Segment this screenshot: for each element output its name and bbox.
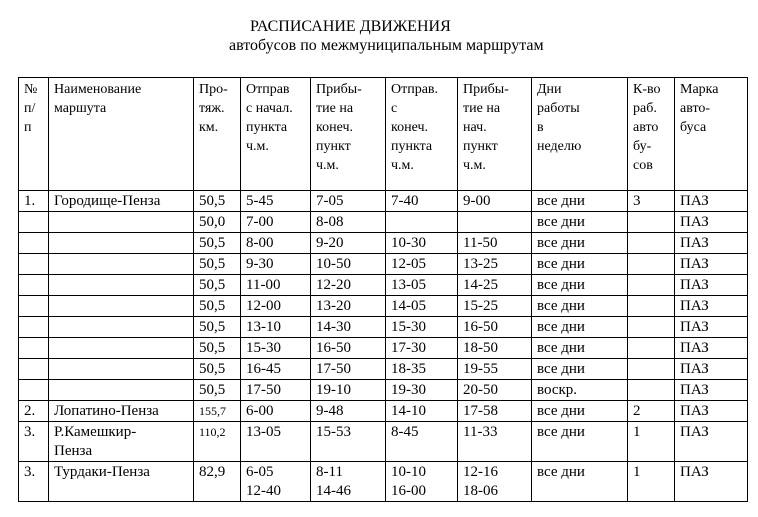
row-number-cell: [19, 359, 49, 380]
bus-brand-cell: ПАЗ: [675, 317, 748, 338]
route-name-cell: [49, 296, 194, 317]
row-number-cell: 3.: [19, 462, 49, 502]
departure-end-cell: 13-05: [386, 275, 458, 296]
table-header-row: [19, 78, 748, 191]
route-length-cell: 50,5: [194, 296, 241, 317]
column-header-line: ч.м.: [246, 139, 269, 154]
row-number-cell: [19, 317, 49, 338]
column-header-line: в: [537, 120, 544, 135]
route-length-cell: 50,5: [194, 359, 241, 380]
route-name-cell: [49, 254, 194, 275]
bus-brand-cell: ПАЗ: [675, 233, 748, 254]
column-header: [241, 78, 311, 191]
route-name-cell: Лопатино-Пенза: [49, 401, 194, 422]
operating-days-cell: все дни: [532, 275, 628, 296]
column-header-line: Наименование: [54, 82, 142, 97]
departure-end-cell: 7-40: [386, 191, 458, 212]
column-header: [532, 78, 628, 191]
operating-days-cell: все дни: [532, 359, 628, 380]
row-number-cell: 3.: [19, 422, 49, 462]
column-header-line: ч.м.: [391, 158, 414, 173]
arrival-start-cell: 15-25: [458, 296, 532, 317]
operating-days-cell: все дни: [532, 462, 628, 502]
column-header-line: бу-: [633, 139, 652, 154]
arrival-start-cell: 11-33: [458, 422, 532, 462]
arrival-start-cell: 17-58: [458, 401, 532, 422]
column-header-line: раб.: [633, 101, 657, 116]
table-row: [19, 338, 748, 359]
bus-count-cell: [628, 317, 675, 338]
route-length-cell: 50,5: [194, 338, 241, 359]
arrival-end-cell: 17-50: [311, 359, 386, 380]
bus-brand-cell: ПАЗ: [675, 191, 748, 212]
arrival-start-cell: 20-50: [458, 380, 532, 401]
departure-end-cell: 14-10: [386, 401, 458, 422]
column-header-line: тие на: [316, 101, 354, 116]
column-header-line: ч.м.: [463, 158, 486, 173]
column-header-line: К-во: [633, 82, 661, 97]
arrival-start-cell: [458, 212, 532, 233]
column-header-line: ч.м.: [316, 158, 339, 173]
column-header: [675, 78, 748, 191]
arrival-end-cell: 9-20: [311, 233, 386, 254]
column-header-line: тяж.: [199, 101, 225, 116]
column-header-line: Про-: [199, 82, 228, 97]
schedule-table: [18, 77, 748, 502]
bus-brand-cell: ПАЗ: [675, 422, 748, 462]
route-length-cell: 50,5: [194, 191, 241, 212]
departure-start-cell: 17-50: [241, 380, 311, 401]
departure-start-cell: 16-45: [241, 359, 311, 380]
table-row: [19, 380, 748, 401]
departure-start-cell: 13-05: [241, 422, 311, 462]
column-header: [458, 78, 532, 191]
operating-days-cell: все дни: [532, 191, 628, 212]
departure-end-cell: 12-05: [386, 254, 458, 275]
bus-count-cell: [628, 254, 675, 275]
column-header-line: конеч.: [316, 120, 353, 135]
route-name-cell: [49, 317, 194, 338]
arrival-end-cell: 8-11 14-46: [311, 462, 386, 502]
departure-end-cell: 19-30: [386, 380, 458, 401]
departure-end-cell: [386, 212, 458, 233]
bus-count-cell: 1: [628, 462, 675, 502]
bus-brand-cell: ПАЗ: [675, 275, 748, 296]
route-name-cell: Р.Камешкир- Пенза: [49, 422, 194, 462]
arrival-end-cell: 16-50: [311, 338, 386, 359]
column-header-line: Дни: [537, 82, 562, 97]
arrival-end-cell: 8-08: [311, 212, 386, 233]
route-name-cell: Турдаки-Пенза: [49, 462, 194, 502]
row-number-cell: [19, 212, 49, 233]
route-name-cell: [49, 233, 194, 254]
route-length-cell: 50,5: [194, 275, 241, 296]
bus-count-cell: [628, 212, 675, 233]
row-number-cell: [19, 275, 49, 296]
departure-start-cell: 5-45: [241, 191, 311, 212]
departure-start-cell: 9-30: [241, 254, 311, 275]
route-name-cell: [49, 275, 194, 296]
bus-brand-cell: ПАЗ: [675, 212, 748, 233]
table-row: [19, 191, 748, 212]
schedule-title: РАСПИСАНИЕ ДВИЖЕНИЯ: [250, 18, 451, 35]
departure-start-cell: 8-00: [241, 233, 311, 254]
route-length-cell: 155,7: [194, 401, 241, 422]
column-header-line: п/: [24, 101, 36, 116]
column-header: [194, 78, 241, 191]
route-name-cell: [49, 380, 194, 401]
bus-brand-cell: ПАЗ: [675, 338, 748, 359]
column-header-line: маршута: [54, 101, 107, 116]
table-row: [19, 275, 748, 296]
operating-days-cell: все дни: [532, 401, 628, 422]
table-row: [19, 296, 748, 317]
bus-brand-cell: ПАЗ: [675, 359, 748, 380]
row-number-cell: [19, 233, 49, 254]
column-header: [628, 78, 675, 191]
route-length-cell: 50,0: [194, 212, 241, 233]
table-row: [19, 401, 748, 422]
operating-days-cell: все дни: [532, 233, 628, 254]
route-name-cell: Городище-Пенза: [49, 191, 194, 212]
arrival-start-cell: 19-55: [458, 359, 532, 380]
column-header-line: буса: [680, 120, 707, 135]
bus-brand-cell: ПАЗ: [675, 254, 748, 275]
column-header-line: конеч.: [391, 120, 428, 135]
arrival-start-cell: 9-00: [458, 191, 532, 212]
departure-end-cell: 17-30: [386, 338, 458, 359]
arrival-end-cell: 10-50: [311, 254, 386, 275]
departure-start-cell: 6-05 12-40: [241, 462, 311, 502]
table-row: [19, 212, 748, 233]
route-length-cell: 50,5: [194, 380, 241, 401]
arrival-end-cell: 12-20: [311, 275, 386, 296]
departure-end-cell: 14-05: [386, 296, 458, 317]
column-header-line: Отправ.: [391, 82, 439, 97]
operating-days-cell: все дни: [532, 212, 628, 233]
operating-days-cell: все дни: [532, 317, 628, 338]
column-header: [386, 78, 458, 191]
column-header-line: пункт: [463, 139, 498, 154]
arrival-end-cell: 15-53: [311, 422, 386, 462]
bus-count-cell: [628, 380, 675, 401]
operating-days-cell: все дни: [532, 338, 628, 359]
column-header-line: авто: [633, 120, 659, 135]
arrival-start-cell: 16-50: [458, 317, 532, 338]
arrival-start-cell: 18-50: [458, 338, 532, 359]
route-length-cell: 50,5: [194, 317, 241, 338]
operating-days-cell: все дни: [532, 296, 628, 317]
column-header-line: п: [24, 120, 32, 135]
departure-start-cell: 6-00: [241, 401, 311, 422]
column-header-line: с: [391, 101, 398, 116]
column-header-line: тие на: [463, 101, 501, 116]
departure-end-cell: 10-10 16-00: [386, 462, 458, 502]
bus-count-cell: [628, 338, 675, 359]
bus-count-cell: [628, 296, 675, 317]
route-length-cell: 82,9: [194, 462, 241, 502]
operating-days-cell: воскр.: [532, 380, 628, 401]
bus-count-cell: 3: [628, 191, 675, 212]
row-number-cell: [19, 380, 49, 401]
row-number-cell: [19, 296, 49, 317]
departure-start-cell: 7-00: [241, 212, 311, 233]
column-header-line: Прибы-: [316, 82, 362, 97]
departure-end-cell: 10-30: [386, 233, 458, 254]
column-header-line: Прибы-: [463, 82, 509, 97]
table-row: [19, 422, 748, 462]
column-header-line: пункта: [246, 120, 288, 135]
arrival-start-cell: 12-16 18-06: [458, 462, 532, 502]
column-header-line: нач.: [463, 120, 487, 135]
route-name-cell: [49, 359, 194, 380]
column-header-line: работы: [537, 101, 580, 116]
departure-start-cell: 11-00: [241, 275, 311, 296]
column-header-line: пункта: [391, 139, 433, 154]
arrival-end-cell: 19-10: [311, 380, 386, 401]
table-row: [19, 254, 748, 275]
bus-brand-cell: ПАЗ: [675, 296, 748, 317]
bus-count-cell: 1: [628, 422, 675, 462]
row-number-cell: [19, 338, 49, 359]
column-header: [311, 78, 386, 191]
departure-start-cell: 13-10: [241, 317, 311, 338]
column-header: [49, 78, 194, 191]
arrival-start-cell: 14-25: [458, 275, 532, 296]
route-length-cell: 50,5: [194, 254, 241, 275]
bus-count-cell: 2: [628, 401, 675, 422]
bus-count-cell: [628, 359, 675, 380]
column-header-line: Марка: [680, 82, 719, 97]
bus-count-cell: [628, 275, 675, 296]
departure-end-cell: 8-45: [386, 422, 458, 462]
route-name-cell: [49, 212, 194, 233]
column-header-line: сов: [633, 158, 653, 173]
arrival-end-cell: 14-30: [311, 317, 386, 338]
column-header-line: неделю: [537, 139, 582, 154]
arrival-end-cell: 7-05: [311, 191, 386, 212]
row-number-cell: 1.: [19, 191, 49, 212]
row-number-cell: 2.: [19, 401, 49, 422]
departure-end-cell: 18-35: [386, 359, 458, 380]
arrival-end-cell: 13-20: [311, 296, 386, 317]
column-header-line: км.: [199, 120, 219, 135]
bus-brand-cell: ПАЗ: [675, 380, 748, 401]
bus-count-cell: [628, 233, 675, 254]
column-header-line: Отправ: [246, 82, 290, 97]
column-header-line: пункт: [316, 139, 351, 154]
operating-days-cell: все дни: [532, 422, 628, 462]
table-row: [19, 317, 748, 338]
route-length-cell: 110,2: [194, 422, 241, 462]
row-number-cell: [19, 254, 49, 275]
arrival-start-cell: 13-25: [458, 254, 532, 275]
bus-brand-cell: ПАЗ: [675, 462, 748, 502]
route-name-cell: [49, 338, 194, 359]
departure-end-cell: 15-30: [386, 317, 458, 338]
schedule-subtitle: автобусов по межмуниципальным маршрутам: [229, 37, 544, 54]
bus-brand-cell: ПАЗ: [675, 401, 748, 422]
table-row: [19, 359, 748, 380]
departure-start-cell: 12-00: [241, 296, 311, 317]
table-row: [19, 233, 748, 254]
arrival-start-cell: 11-50: [458, 233, 532, 254]
column-header-line: авто-: [680, 101, 711, 116]
arrival-end-cell: 9-48: [311, 401, 386, 422]
column-header: [19, 78, 49, 191]
route-length-cell: 50,5: [194, 233, 241, 254]
departure-start-cell: 15-30: [241, 338, 311, 359]
operating-days-cell: все дни: [532, 254, 628, 275]
table-row: [19, 462, 748, 502]
column-header-line: с начал.: [246, 101, 293, 116]
column-header-line: №: [24, 82, 38, 97]
